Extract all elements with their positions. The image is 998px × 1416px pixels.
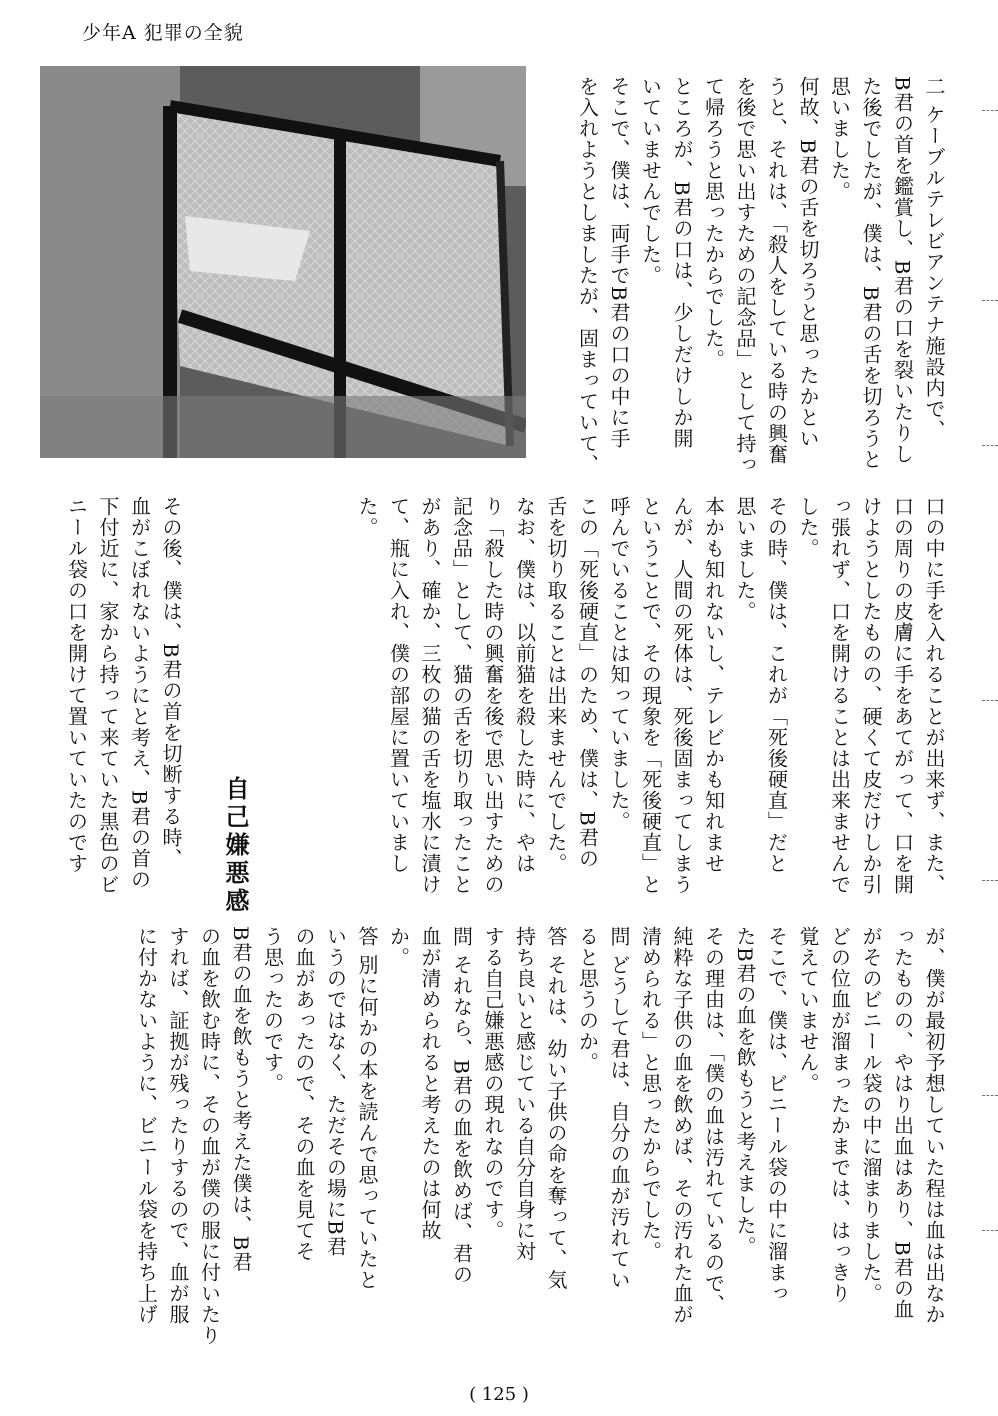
photo-fence — [40, 66, 526, 458]
text-line: どの位血が溜まったかまでは、はっきり — [827, 926, 852, 1304]
photo-fence-illustration — [40, 66, 526, 458]
margin-mark — [982, 110, 998, 112]
text-line: すれば、証拠が残ったりするので、血が服 — [166, 926, 190, 1325]
text-line: っ張れず、口を開けることは出来ませんで — [827, 496, 852, 895]
text-line: て、瓶に入れ、僕の部屋に置いていまし — [386, 496, 411, 874]
text-line: に付かないように、ビニール袋を持ち上げ — [134, 926, 159, 1325]
text-line: いうのではなく、ただその場にB君 — [323, 926, 348, 1257]
text-line: 何故、B君の舌を切ろうと思ったかとい — [796, 76, 820, 449]
text-line: 舌を切り取ることは出来ませんでした。 — [544, 496, 568, 874]
text-line: 問 どうして君は、自分の血が汚れてい — [607, 926, 631, 1291]
text-line: り「殺した時の興奮を後で思い出すための — [481, 496, 505, 895]
upper-right-text — [529, 76, 949, 475]
text-line: 口の周りの皮膚に手をあてがって、口を開 — [890, 496, 915, 895]
margin-mark — [982, 1230, 998, 1232]
text-line: 口の中に手を入れることが出来ず、また、 — [922, 496, 946, 895]
running-head: 少年A 犯罪の全貌 — [82, 22, 244, 44]
text-line: ニール袋の口を開けて置いていたのです — [64, 496, 89, 874]
text-line: 答 別に何かの本を読んで思っていたと — [355, 926, 379, 1291]
page-number: ( 125 ) — [469, 1384, 529, 1405]
text-line: た。 — [355, 496, 379, 538]
text-line: の血を飲む時に、その血が僕の服に付いたり — [197, 926, 222, 1346]
margin-mark — [982, 700, 998, 702]
text-line: の血があったので、その血を見てそ — [292, 926, 316, 1262]
text-line: 呼んでいることは知っていました。 — [607, 496, 631, 832]
text-line: なお、僕は、以前猫を殺した時に、やは — [512, 496, 537, 874]
section-heading: 自己嫌悪感 — [221, 776, 249, 916]
text-line: うと、それは、「殺人をしている時の興奮 — [764, 76, 789, 465]
margin-mark — [982, 300, 998, 302]
text-line: を入れようとしましたが、固まっていて、 — [575, 76, 600, 475]
text-line: B君の首を鑑賞し、B君の口を裂いたりし — [890, 76, 915, 465]
text-line: う思ったのです。 — [260, 926, 285, 1094]
text-line: この「死後硬直」のため、僕は、B君の — [575, 496, 600, 869]
text-line: 下付近に、家から持って来ていた黒色のビ — [96, 496, 120, 895]
text-line: そこで、僕は、両手でB君の口の中に手 — [607, 76, 631, 449]
text-line: けようとしたものの、硬くて皮だけしか引 — [859, 496, 883, 895]
text-line: ったものの、やはり出血はあり、B君の血 — [890, 926, 915, 1320]
text-line: 純粋な子供の血を飲めば、その汚れた血が — [670, 926, 694, 1325]
text-line: その後、僕は、B君の首を切断する時、 — [159, 496, 183, 869]
text-line: んが、人間の死体は、死後固まってしまう — [670, 496, 694, 895]
text-line: 思いました。 — [733, 496, 757, 622]
text-line: があり、確か、三枚の猫の舌を塩水に漬け — [418, 496, 442, 895]
text-line: ということで、その現象を「死後硬直」と — [638, 496, 663, 895]
text-line: そこで、僕は、ビニール袋の中に溜まっ — [764, 926, 789, 1304]
text-line: した。 — [796, 496, 820, 559]
text-line: その時、僕は、これが「死後硬直」だと — [764, 496, 789, 874]
text-line: その理由は、「僕の血は汚れているので、 — [701, 926, 726, 1315]
middle-left-text — [46, 496, 186, 896]
text-line: B君の血を飲もうと考えた僕は、B君 — [229, 926, 253, 1273]
text-line: 問 それなら、B君の血を飲めば、君の — [449, 926, 474, 1286]
text-line: 血がこぼれないようにと考え、B君の首の — [127, 496, 152, 890]
margin-mark — [982, 1095, 998, 1097]
lower-text — [46, 926, 949, 1346]
text-line: ところが、B君の口は、少しだけしか開 — [670, 76, 694, 449]
text-line: いていませんでした。 — [638, 76, 663, 286]
text-line: 持ち良いと感じている自分自身に対 — [512, 926, 537, 1262]
text-line: 清められる」と思ったからでした。 — [638, 926, 663, 1262]
text-line: た後でしたが、僕は、B君の舌を切ろうと — [859, 76, 883, 470]
text-line: 答 それは、幼い子供の命を奪って、気 — [544, 926, 568, 1291]
margin-mark — [982, 880, 998, 882]
text-line: て帰ろうと思ったからでした。 — [701, 76, 726, 370]
text-line: か。 — [386, 926, 411, 968]
text-line: 記念品」として、猫の舌を切り取ったこと — [449, 496, 474, 895]
middle-text — [285, 496, 949, 896]
text-line: 二 ケーブルテレビアンテナ施設内で、 — [922, 76, 946, 441]
margin-mark — [982, 445, 998, 447]
text-line: 血が清められると考えたのは何故 — [418, 926, 442, 1241]
text-line: 覚えていません。 — [796, 926, 820, 1094]
text-line: が、僕が最初予想していた程は血は出なか — [922, 926, 946, 1325]
text-line: を後で思い出すための記念品」として持っ — [733, 76, 757, 475]
text-line: がそのビニール袋の中に溜まりました。 — [859, 926, 883, 1304]
text-line: 本かも知れないし、テレビかも知れませ — [701, 496, 726, 874]
text-line: ると思うのか。 — [575, 926, 600, 1073]
text-line: する自己嫌悪感の現れなのです。 — [481, 926, 505, 1241]
text-line: たB君の血を飲もうと考えました。 — [733, 926, 757, 1257]
text-line: 思いました。 — [827, 76, 852, 202]
